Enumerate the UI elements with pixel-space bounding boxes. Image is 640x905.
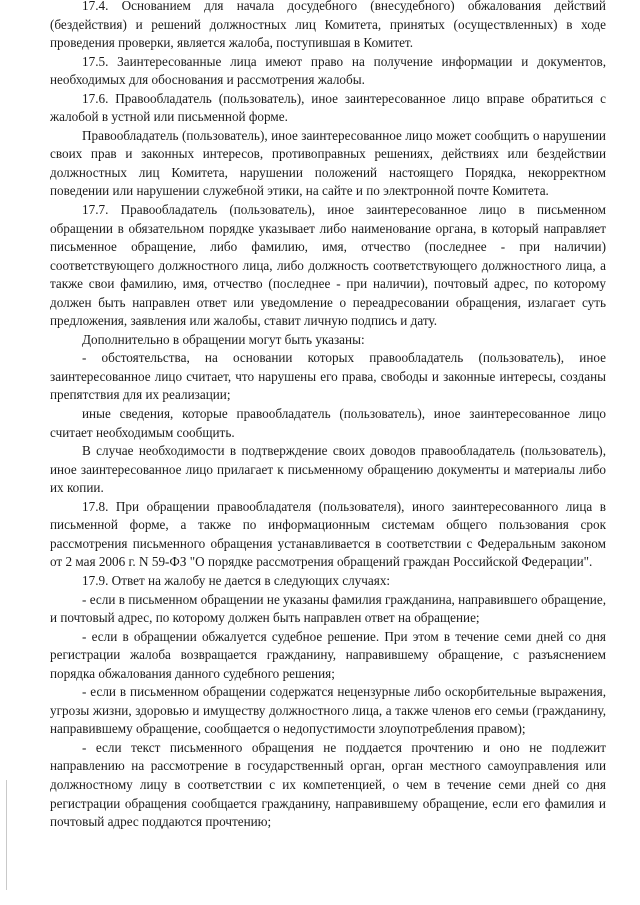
list-item-no-name: - если в письменном обращении не указаны фамилия гражданина, направившего обращение, и почтовый адрес, по которому должен быть направлен ответ на обращение; bbox=[50, 591, 606, 626]
paragraph-17-9: 17.9. Ответ на жалобу не дается в следующих случаях: bbox=[82, 572, 391, 588]
paragraph-17-7: 17.7. Правообладатель (пользователь), иное заинтересованное лицо в письменном обращении в обязательном порядке указывает либо наименование органа, в который направляет письменное обращение, либо фамилию, имя, отчество (последнее - при наличии) соответствующего должностного лица, либо должность соответствующего должностного лица, а также свои фамилию, имя, отчество (последнее - при наличии), почтовый адрес, по которому должен быть направлен ответ или уведомление о переадресовании обращения, излагает суть предложения, заявления или жалобы, ставит личную подпись и дату. bbox=[50, 202, 606, 329]
paragraph-circumstances: - обстоятельства, на основании которых правообладатель (пользователь), иное заинтересованное лицо считает, что нарушены его права, свободы и законные интересы, созданы препятствия для их реализации; bbox=[50, 350, 606, 403]
paragraph-17-6-report: Правообладатель (пользователь), иное заинтересованное лицо может сообщить о нарушении своих прав и законных интересов, противоправных решениях, действиях или бездействии должностных лиц Комитета, нарушении положений настоящего Порядка, некорректном поведении или нарушении служебной этики, на сайте и по электронной почте Комитета. bbox=[50, 127, 606, 199]
paragraph-additional-intro: Дополнительно в обращении могут быть указаны: bbox=[82, 331, 365, 347]
paragraph-other-info: иные сведения, которые правообладатель (пользователь), иное заинтересованное лицо считает необходимым сообщить. bbox=[50, 406, 606, 440]
document-body bbox=[50, 0, 606, 832]
list-item-unreadable: - если текст письменного обращения не поддается прочтению и оно не подлежит направлению на рассмотрение в государственный орган, орган местного самоуправления или должностному лицу в соответствии с их компетенцией, о чем в течение семи дней со дня регистрации обращения сообщается гражданину, направившему обращение, если его фамилия и почтовый адрес поддаются прочтению; bbox=[50, 739, 606, 830]
paragraph-supporting-docs: В случае необходимости в подтверждение своих доводов правообладатель (пользователь), иное заинтересованное лицо прилагает к письменному обращению документы и материалы либо их копии. bbox=[50, 443, 606, 496]
paragraph-17-6: 17.6. Правообладатель (пользователь), иное заинтересованное лицо вправе обратиться с жалобой в устной или письменной форме. bbox=[50, 90, 606, 125]
list-item-obscene: - если в письменном обращении содержатся нецензурные либо оскорбительные выражения, угрозы жизни, здоровью и имуществу должностного лица, а также членов его семьи (гражданину, направившему обращение, сообщается о недопустимости злоупотребления правом); bbox=[50, 684, 606, 737]
scan-edge-mark bbox=[6, 780, 7, 890]
list-item-court-decision: - если в обращении обжалуется судебное решение. При этом в течение семи дней со дня регистрации жалоба возвращается гражданину, направившему обращение, с разъяснением порядка обжалования данного судебного решения; bbox=[50, 628, 606, 681]
paragraph-17-8: 17.8. При обращении правообладателя (пользователя), иного заинтересованного лица в письменной форме, а также по информационным системам общего пользования срок рассмотрения письменного обращения устанавливается в соответствии с Федеральным законом от 2 мая 2006 г. N 59-ФЗ "О порядке рассмотрения обращений граждан Российской Федерации". bbox=[50, 498, 606, 570]
paragraph-17-5: 17.5. Заинтересованные лица имеют право на получение информации и документов, необходимых для обоснования и рассмотрения жалобы. bbox=[50, 53, 606, 88]
paragraph-17-4: 17.4. Основанием для начала досудебного (внесудебного) обжалования действий (бездействия) и решений должностных лиц Комитета, принятых (осуществленных) в ходе проведения проверки, является жалоба, поступившая в Комитет. bbox=[50, 0, 606, 51]
